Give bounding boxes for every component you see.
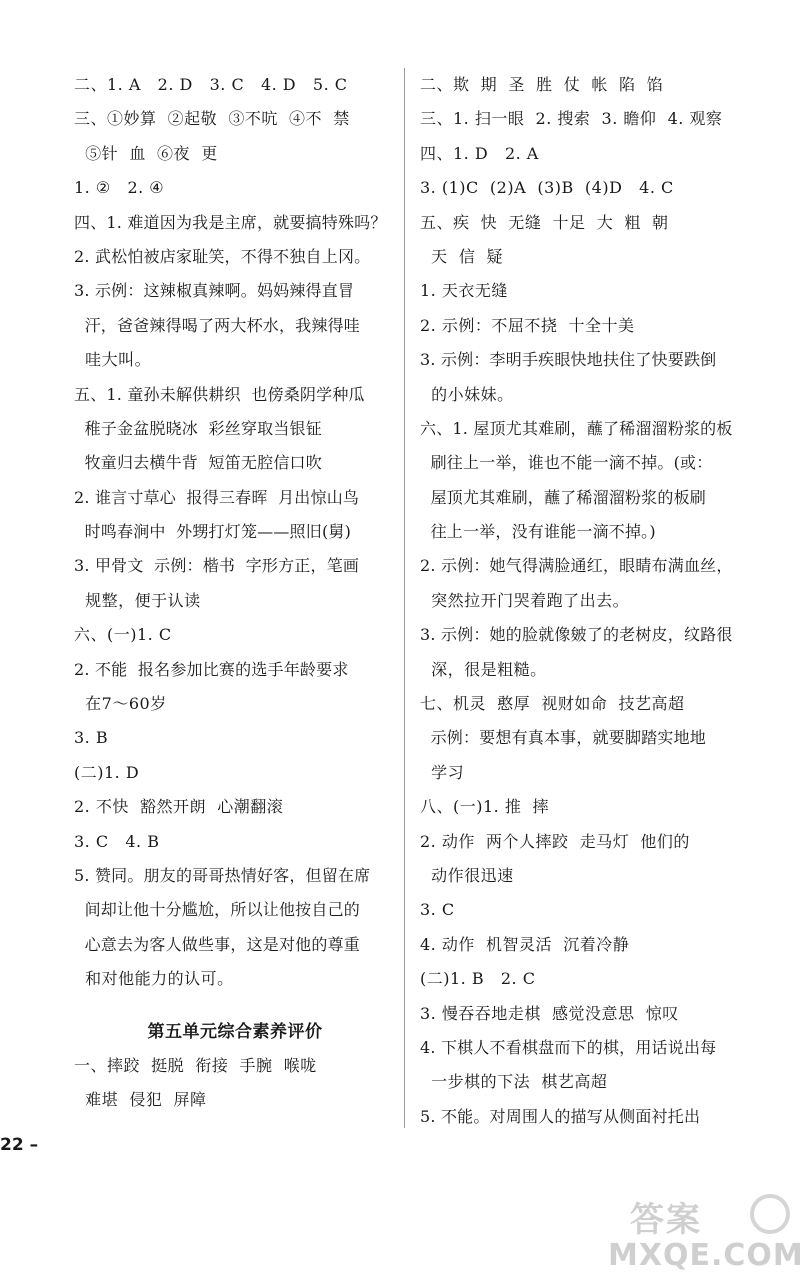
answer-line: 5. 不能。对周围人的描写从侧面衬托出	[420, 1106, 701, 1126]
answer-line: 1. 天衣无缝	[420, 281, 508, 301]
page-number: 22 –	[0, 1135, 39, 1155]
answer-line: 七、机灵 憨厚 视财如命 技艺高超	[420, 694, 685, 714]
answer-line: (二)1. B 2. C	[420, 969, 536, 989]
watermark-circle-icon	[750, 1194, 790, 1234]
answer-line: 八、(一)1. 推 摔	[420, 797, 550, 817]
answer-line: 2. 示例：她气得满脸通红，眼睛布满血丝，	[420, 556, 733, 576]
answer-line: 3. 示例：这辣椒真辣啊。妈妈辣得直冒	[74, 281, 355, 301]
answer-line: 2. 不能 报名参加比赛的选手年龄要求	[74, 659, 349, 679]
answer-line: 4. 下棋人不看棋盘而下的棋，用话说出每	[420, 1037, 717, 1057]
answer-line: 往上一举，没有谁能一滴不掉。)	[420, 522, 656, 542]
right-column	[420, 68, 746, 1134]
answer-line: 五、1. 童孙未解供耕织 也傍桑阴学种瓜	[74, 384, 365, 404]
answer-line: 2. 谁言寸草心 报得三春晖 月出惊山鸟	[74, 487, 360, 507]
answer-line: 1. ② 2. ④	[74, 178, 165, 198]
answer-line: 深，很是粗糙。	[420, 659, 547, 679]
answer-line: 示例：要想有真本事，就要脚踏实地地	[420, 728, 706, 748]
answer-line: 学习	[420, 762, 465, 782]
answer-line: 屋顶尤其难刷，蘸了稀溜溜粉浆的板刷	[420, 487, 706, 507]
answer-line: 四、1. 难道因为我是主席，就要搞特殊吗？	[74, 212, 387, 232]
answer-line: 3. 示例：李明手疾眼快地扶住了快要跌倒	[420, 350, 717, 370]
answer-line: 牧童归去横牛背 短笛无腔信口吹	[74, 453, 322, 473]
answer-line: 3. (1)C (2)A (3)B (4)D 4. C	[420, 178, 674, 198]
answer-line: 4. 动作 机智灵活 沉着冷静	[420, 934, 630, 954]
watermark-bottom-text: MXQE.COM	[608, 1238, 804, 1273]
answer-line: 3. C	[420, 900, 455, 920]
answer-line: 动作很迅速	[420, 865, 514, 885]
answer-line: 六、1. 屋顶尤其难刷，蘸了稀溜溜粉浆的板	[420, 418, 733, 438]
answer-line: 二、1. A 2. D 3. C 4. D 5. C	[74, 75, 348, 94]
answer-line: 规整，便于认读	[74, 590, 201, 610]
answer-line: 三、1. 扫一眼 2. 搜索 3. 瞻仰 4. 观察	[420, 109, 723, 129]
answer-line: 稚子金盆脱晓冰 彩丝穿取当银钲	[74, 418, 322, 438]
answer-line: 3. B	[74, 728, 109, 748]
answer-line: 2. 不快 豁然开朗 心潮翻滚	[74, 797, 284, 817]
answer-line: 3. 示例：她的脸就像皴了的老树皮，纹路很	[420, 625, 733, 645]
answer-line: 2. 示例：不屈不挠 十全十美	[420, 315, 635, 335]
answer-line: 五、疾 快 无缝 十足 大 粗 朝	[420, 212, 669, 232]
answer-line: 和对他能力的认可。	[74, 969, 234, 989]
answer-line: 四、1. D 2. A	[420, 143, 539, 163]
column-divider	[404, 68, 405, 1128]
answer-line: 间却让他十分尴尬，所以让他按自己的	[74, 900, 360, 920]
left-column	[74, 68, 396, 1118]
answer-line: (二)1. D	[74, 762, 140, 782]
answer-line: 天 信 疑	[420, 246, 504, 266]
answer-line: 3. 慢吞吞地走棋 感觉没意思 惊叹	[420, 1003, 679, 1023]
answer-line: ⑤针 血 ⑥夜 更	[74, 143, 218, 163]
answer-line: 难堪 侵犯 屏障	[74, 1090, 207, 1110]
answer-line: 突然拉开门哭着跑了出去。	[420, 590, 630, 610]
answer-line: 六、(一)1. C	[74, 625, 172, 645]
answer-line: 3. C 4. B	[74, 831, 160, 851]
answer-line: 的小妹妹。	[420, 384, 514, 404]
answer-line: 一、摔跤 挺脱 衔接 手腕 喉咙	[74, 1055, 317, 1075]
answer-line: 心意去为客人做些事，这是对他的尊重	[74, 934, 360, 954]
section-heading: 第五单元综合素养评价	[147, 1021, 323, 1042]
answer-line: 二、欺 期 圣 胜 仗 帐 陷 馅	[420, 75, 664, 94]
answer-line: 3. 甲骨文 示例：楷书 字形方正，笔画	[74, 556, 360, 576]
answer-line: 5. 赞同。朋友的哥哥热情好客，但留在席	[74, 865, 371, 885]
watermark-logo	[600, 1192, 805, 1278]
answer-line: 一步棋的下法 棋艺高超	[420, 1072, 608, 1092]
answer-line: 汗，爸爸辣得喝了两大杯水，我辣得哇	[74, 315, 360, 335]
answer-line: 在7～60岁	[74, 694, 167, 714]
answer-line: 哇大叫。	[74, 350, 152, 370]
answer-line: 2. 动作 两个人摔跤 走马灯 他们的	[420, 831, 690, 851]
answer-line: 2. 武松怕被店家耻笑，不得不独自上冈。	[74, 246, 371, 266]
answer-line: 三、①妙算 ②起敬 ③不吭 ④不 禁	[74, 109, 350, 129]
answer-line: 时鸣春涧中 外甥打灯笼——照旧(舅)	[74, 522, 352, 542]
watermark-top-text: 答案	[630, 1200, 702, 1240]
answer-line: 刷往上一举，谁也不能一滴不掉。(或：	[420, 453, 713, 473]
